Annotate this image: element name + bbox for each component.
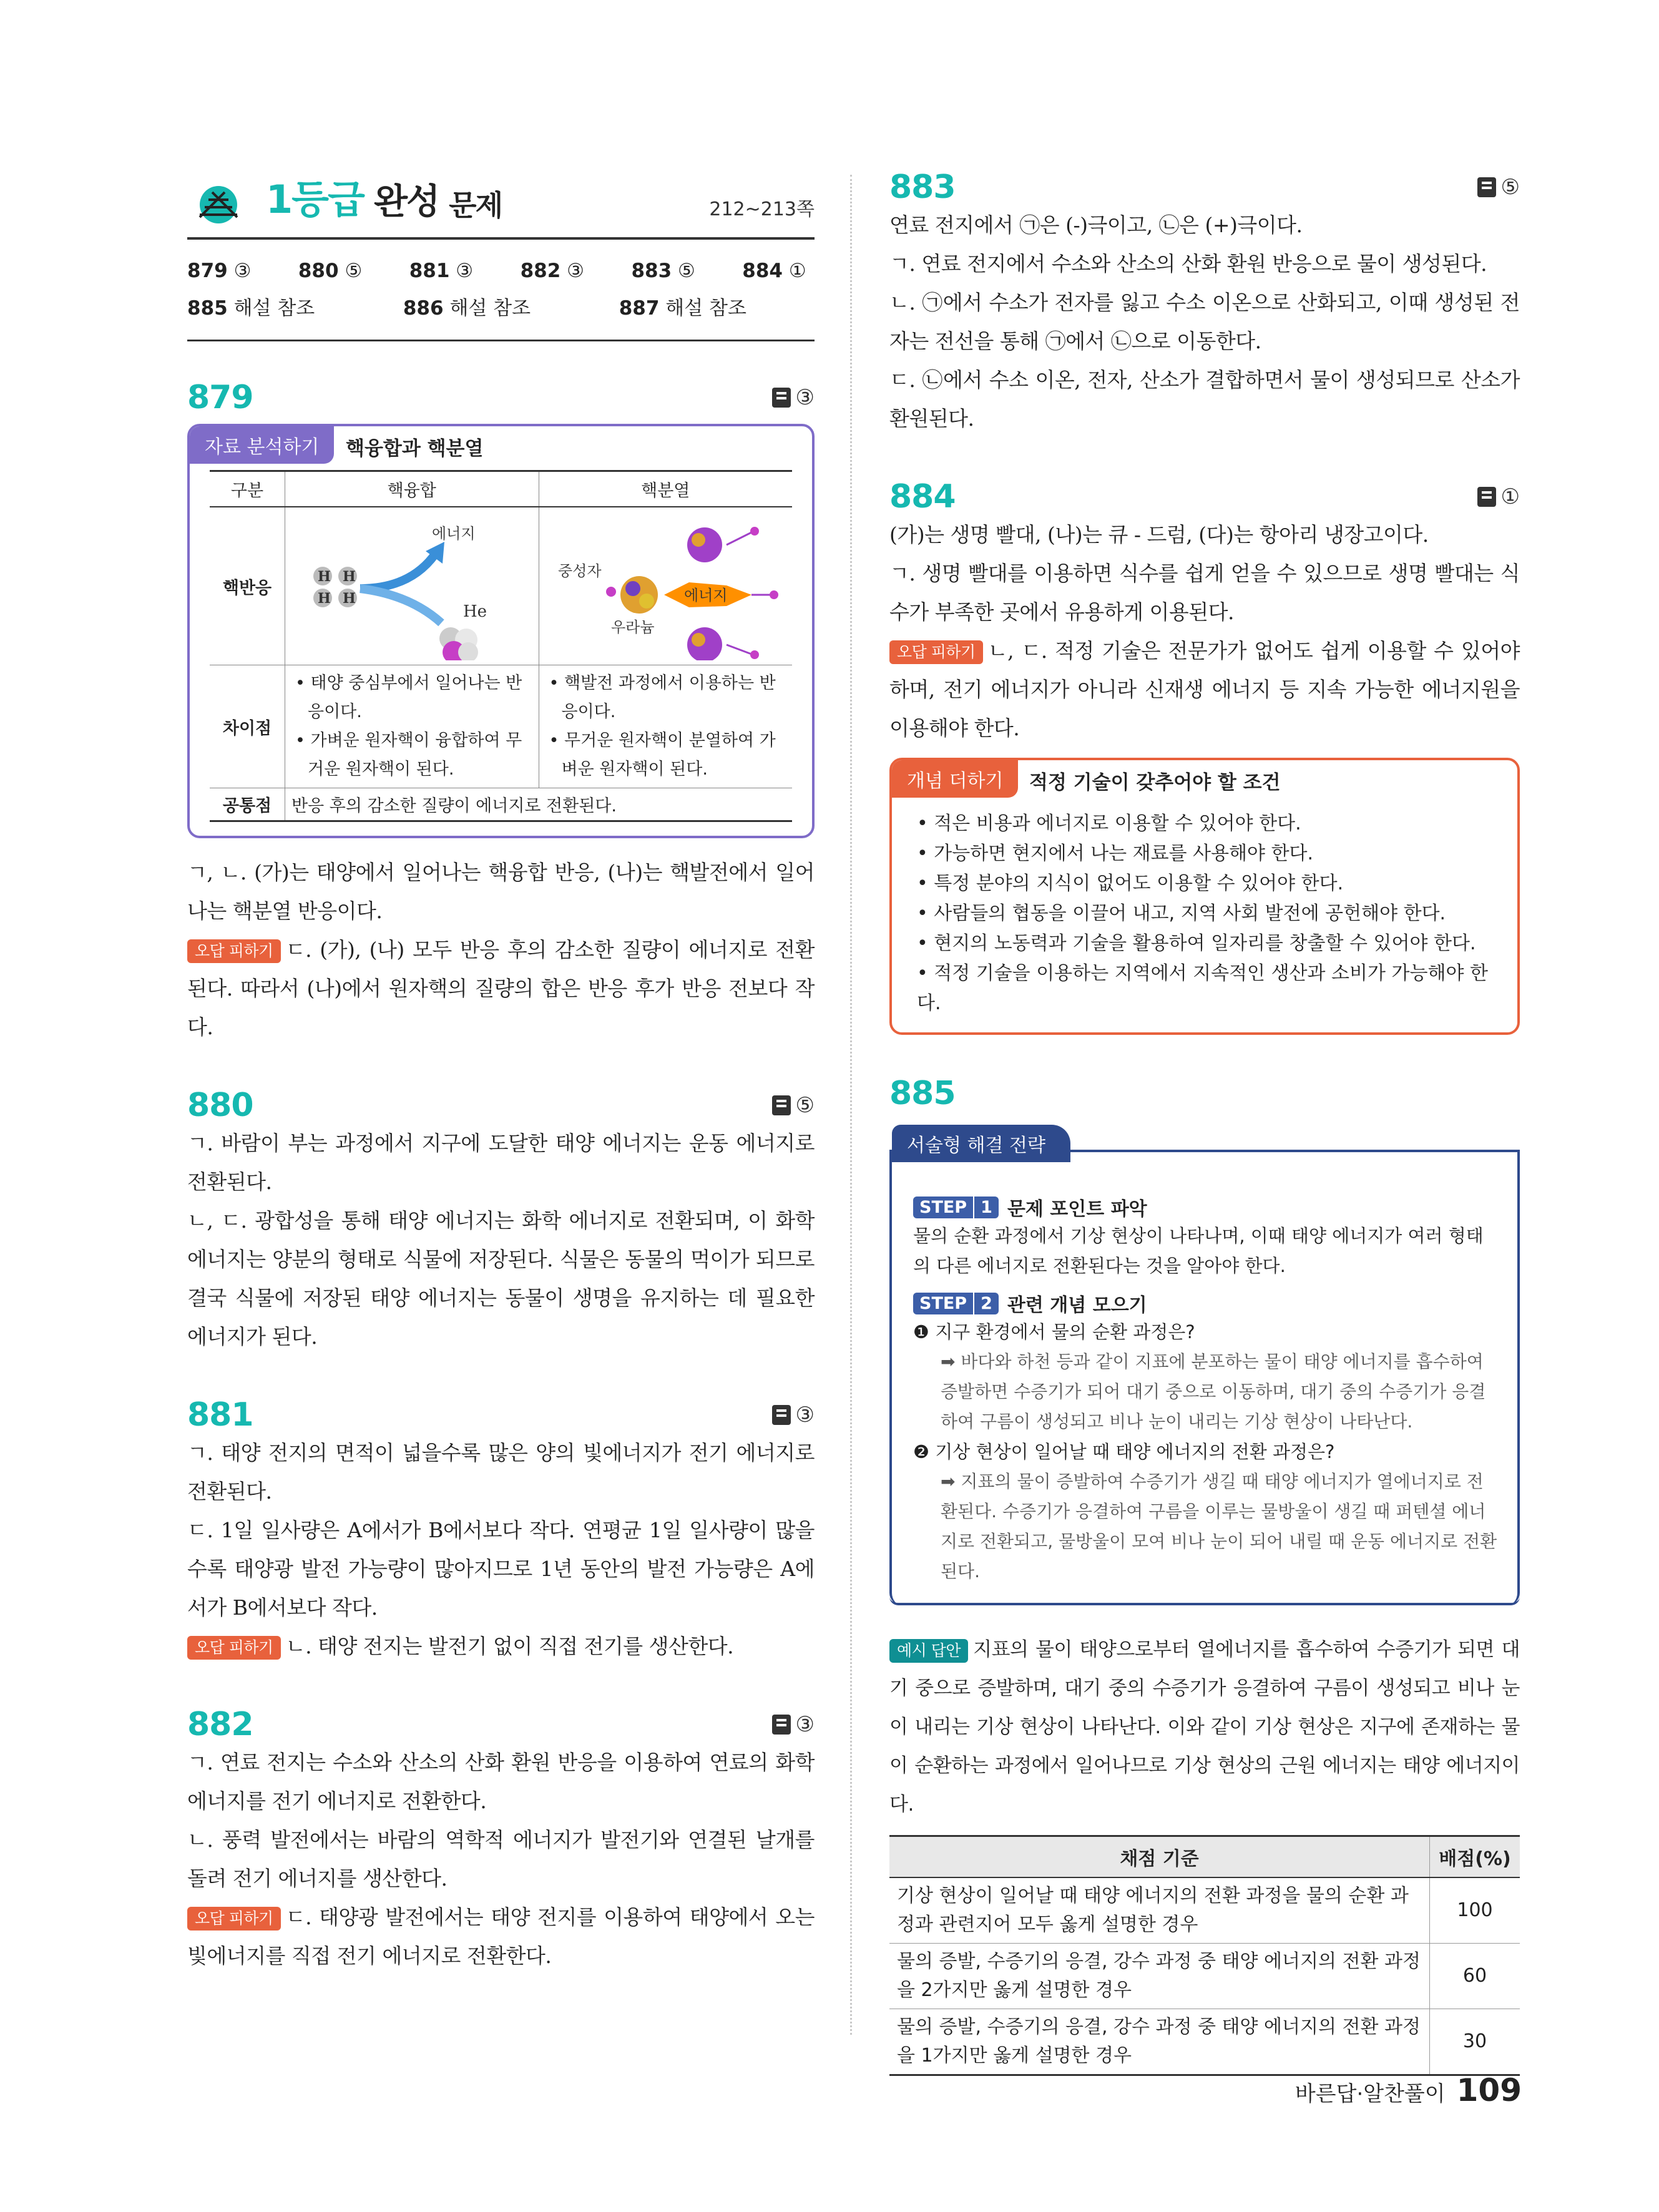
condition-list: [917, 809, 1499, 1019]
example-answer: 예시 답안 지표의 물이 태양으로부터 열에너지를 흡수하여 수증기가 되면 대기 중으로 증발하며, 대기 중의 수증기가 응결하여 구름이 생성되고 비나 눈이 내리는 기상 현상이 나타난다. 이와 같이 기상 현상은 지구에 존재하는 물이 순환하는 과정에서 일어나므로 기상 현상의 근원 에너지는 태양 에너지이다.: [889, 1638, 1520, 1816]
q879-explanation-2: 오답 피하기 ㄷ. (가), (나) 모두 반응 후의 감소한 질량이 에너지로 전환된다. 따라서 (나)에서 원자핵의 질량의 합은 반응 후가 반응 전보다 작다.: [187, 937, 815, 1039]
row-label: 공통점: [210, 788, 285, 821]
answer-mark: ③: [772, 385, 815, 410]
answer-icon: [1477, 177, 1496, 197]
answer-icon: [772, 388, 791, 408]
svg-text:H: H: [318, 569, 331, 585]
question-number: 884: [889, 478, 956, 516]
fusion-illustration-icon: [285, 507, 535, 660]
q884-explanation-2: ㄱ. 생명 빨대를 이용하면 식수를 쉽게 얻을 수 있으므로 생명 빨대는 식수가 부족한 곳에서 유용하게 이용된다.: [889, 561, 1520, 624]
q884-explanation-1: (가)는 생명 빨대, (나)는 큐 - 드럼, (다)는 항아리 냉장고이다.: [889, 522, 1429, 547]
q881-explanation-1: ㄱ. 태양 전지의 면적이 넓을수록 많은 양의 빛에너지가 전기 에너지로 전환된다.: [187, 1441, 815, 1504]
q882-explanation-2: ㄴ. 풍력 발전에서는 바람의 역학적 에너지가 발전기와 연결된 날개를 돌려 전기 에너지를 생산한다.: [187, 1828, 815, 1891]
list-item: • 사람들의 협동을 이끌어 내고, 지역 사회 발전에 공헌해야 한다.: [917, 903, 1446, 924]
table-header: 채점 기준: [889, 1836, 1430, 1878]
answer-mark: ⑤: [772, 1093, 815, 1118]
answer-grid: [187, 240, 815, 341]
answer-icon: [772, 1095, 791, 1115]
concept-question-2: ❷ 기상 현상이 일어날 때 태양 에너지의 전환 과정은?: [913, 1441, 1335, 1462]
concept-answer-1: ➡ 바다와 하천 등과 같이 지표에 분포하는 물이 태양 에너지를 흡수하여 증발하면 수증기가 되어 대기 중으로 이동하며, 대기 중의 수증기가 응결하여 구름이 생성되고 비나 눈이 내리는 기상 현상이 나타난다.: [941, 1351, 1486, 1432]
question-number: 883: [889, 169, 956, 206]
box-title: 적정 기술이 갖추어야 할 조건: [1029, 771, 1281, 794]
list-item: • 특정 분야의 지식이 없어도 이용할 수 있어야 한다.: [917, 873, 1344, 894]
table-header: 핵융합: [285, 471, 539, 507]
question-number: 880: [187, 1087, 253, 1124]
avoid-wrong-badge: 오답 피하기: [187, 1636, 281, 1660]
section-header: [187, 169, 815, 240]
concept-question-1: ❶ 지구 환경에서 물의 순환 과정은?: [913, 1321, 1195, 1343]
box-tab: 개념 더하기: [892, 760, 1018, 798]
question-number: 881: [187, 1396, 253, 1434]
question-number: 882: [187, 1706, 253, 1743]
avoid-wrong-badge: 오답 피하기: [187, 1907, 281, 1931]
concept-plus-box: [889, 758, 1520, 1035]
box-tab: 서술형 해결 전략: [892, 1125, 1070, 1162]
column-divider: [850, 175, 852, 2035]
q883-header: [889, 169, 1520, 206]
avoid-wrong-badge: 오답 피하기: [187, 939, 281, 963]
answer-row-1: [187, 252, 815, 290]
answer-item: 886 해설 참조: [403, 297, 531, 320]
answer-icon: [1477, 487, 1496, 507]
table-header: 구분: [210, 471, 285, 507]
answer-item: 885 해설 참조: [187, 297, 315, 320]
svg-text:H: H: [343, 569, 356, 585]
q881-explanation-2: ㄷ. 1일 일사량은 A에서가 B에서보다 작다. 연평균 1일 일사량이 많을수록 태양광 발전 가능량이 많아지므로 1년 동안의 발전 가능량은 A에서가 B에서보다 작다.: [187, 1518, 815, 1620]
step-2-label: STEP 2 관련 개념 모으기: [913, 1290, 1147, 1317]
box-title: 핵융합과 핵분열: [346, 438, 484, 460]
q879-header: [187, 379, 815, 416]
box-tab: 자료 분석하기: [190, 426, 334, 464]
question-number: 885: [889, 1075, 956, 1112]
title-main: 완성: [373, 182, 439, 222]
answer-item: 883 ⑤: [631, 260, 695, 282]
svg-text:우라늄: 우라늄: [610, 619, 655, 636]
svg-text:H: H: [318, 590, 331, 607]
answer-mark: ⑤: [1477, 175, 1520, 200]
q883-explanation-2: ㄱ. 연료 전지에서 수소와 산소의 산화 환원 반응으로 물이 생성된다.: [889, 252, 1487, 276]
list-item: • 적정 기술을 이용하는 지역에서 지속적인 생산과 소비가 가능해야 한다.: [917, 962, 1488, 1014]
common-point: 반응 후의 감소한 질량이 에너지로 전환된다.: [285, 788, 793, 821]
svg-text:He: He: [463, 602, 487, 621]
fusion-diagram: [285, 507, 539, 665]
list-item: • 가능하면 현지에서 나는 재료를 사용해야 한다.: [917, 843, 1314, 864]
left-column: [187, 169, 815, 1975]
fission-difference: • 핵발전 과정에서 이용하는 반응이다. • 무거운 원자핵이 분열하여 가벼운 원자핵이 된다.: [539, 665, 792, 788]
table-row: 기상 현상이 일어날 때 태양 에너지의 전환 과정을 물의 순환 과정과 관련지어 모두 옳게 설명한 경우 100: [889, 1877, 1520, 1944]
title-sub: 문제: [449, 188, 502, 222]
q883-explanation-4: ㄷ. ㉡에서 수소 이온, 전자, 산소가 결합하면서 물이 생성되므로 산소가 환원된다.: [889, 368, 1520, 431]
answer-row-2: [187, 290, 815, 327]
footer-label: 바른답·알찬풀이: [1294, 2082, 1446, 2107]
data-analysis-box: [187, 424, 815, 838]
q882-explanation-1: ㄱ. 연료 전지는 수소와 산소의 산화 환원 반응을 이용하여 연료의 화학 에너지를 전기 에너지로 전환한다.: [187, 1750, 815, 1813]
row-label: 핵반응: [210, 507, 285, 665]
q881-explanation-3: 오답 피하기 ㄴ. 태양 전지는 발전기 없이 직접 전기를 생산한다.: [187, 1627, 815, 1666]
answer-mark: ①: [1477, 484, 1520, 509]
q885-header: [889, 1075, 1520, 1112]
answer-item: 879 ③: [187, 260, 252, 282]
step-1-label: STEP 1 문제 포인트 파악: [913, 1193, 1147, 1221]
step-1-text: 물의 순환 과정에서 기상 현상이 나타나며, 이때 태양 에너지가 여러 형태의 다른 에너지로 전환된다는 것을 알아야 한다.: [913, 1225, 1484, 1276]
list-item: • 현지의 노동력과 기술을 활용하여 일자리를 창출할 수 있어야 한다.: [917, 932, 1476, 954]
example-answer-badge: 예시 답안: [889, 1639, 968, 1663]
q879-explanation-1: ㄱ, ㄴ. (가)는 태양에서 일어나는 핵융합 반응, (나)는 핵발전에서 일어나는 핵분열 반응이다.: [187, 860, 815, 923]
q881-header: [187, 1396, 815, 1434]
fusion-difference: • 태양 중심부에서 일어나는 반응이다. • 가벼운 원자핵이 융합하여 무거운 원자핵이 된다.: [285, 665, 539, 788]
answer-icon: [772, 1405, 791, 1425]
q880-header: [187, 1087, 815, 1124]
q884-header: [889, 478, 1520, 516]
svg-text:중성자: 중성자: [557, 562, 602, 580]
svg-text:에너지: 에너지: [432, 525, 476, 542]
fusion-fission-table: [210, 470, 792, 822]
table-row: 물의 증발, 수증기의 응결, 강수 과정 중 태양 에너지의 전환 과정을 2가지만 옳게 설명한 경우 60: [889, 1944, 1520, 2009]
table-row: 물의 증발, 수증기의 응결, 강수 과정 중 태양 에너지의 전환 과정을 1가지만 옳게 설명한 경우 30: [889, 2009, 1520, 2075]
fission-illustration-icon: [539, 507, 789, 660]
answer-item: 880 ⑤: [298, 260, 363, 282]
q880-explanation-1: ㄱ. 바람이 부는 과정에서 지구에 도달한 태양 에너지는 운동 에너지로 전환된다.: [187, 1131, 815, 1194]
page-range: 212~213쪽: [709, 198, 815, 220]
row-label: 차이점: [210, 665, 285, 788]
avoid-wrong-badge: 오답 피하기: [889, 640, 983, 664]
table-header: 배점(%): [1430, 1836, 1520, 1878]
answer-mark: ③: [772, 1402, 815, 1427]
answer-item: 881 ③: [409, 260, 474, 282]
concept-answer-2: ➡ 지표의 물이 증발하여 수증기가 생길 때 태양 에너지가 열에너지로 전환된다. 수증기가 응결하여 구름을 이루는 물방울이 생길 때 퍼텐셜 에너지로 전환되고, 물방울이 모여 비나 눈이 되어 내릴 때 운동 에너지로 전환된다.: [941, 1471, 1497, 1582]
answer-item: 884 ①: [742, 260, 806, 282]
svg-text:에너지: 에너지: [683, 587, 728, 604]
page-footer: [1295, 2072, 1522, 2108]
q884-explanation-3: 오답 피하기 ㄴ, ㄷ. 적정 기술은 전문가가 없어도 쉽게 이용할 수 있어야 하며, 전기 에너지가 아니라 신재생 에너지 등 지속 가능한 에너지원을 이용해야 한다.: [889, 639, 1520, 740]
answer-mark: ③: [772, 1712, 815, 1737]
fission-diagram: [539, 507, 792, 665]
strategy-box: [889, 1135, 1520, 1605]
answer-item: 887 해설 참조: [619, 297, 746, 320]
right-column: [889, 169, 1520, 2076]
grade-logo-icon: [187, 177, 256, 224]
table-header: 핵분열: [539, 471, 792, 507]
answer-item: 882 ③: [520, 260, 584, 282]
grade-label: 1등급: [266, 177, 364, 222]
q882-header: [187, 1706, 815, 1743]
q883-explanation-3: ㄴ. ㉠에서 수소가 전자를 잃고 수소 이온으로 산화되고, 이때 생성된 전자는 전선을 통해 ㉠에서 ㉡으로 이동한다.: [889, 290, 1520, 353]
answer-icon: [772, 1715, 791, 1735]
svg-text:H: H: [343, 590, 356, 607]
q882-explanation-3: 오답 피하기 ㄷ. 태양광 발전에서는 태양 전지를 이용하여 태양에서 오는 빛에너지를 직접 전기 에너지로 전환한다.: [187, 1905, 815, 1968]
q883-explanation-1: 연료 전지에서 ㉠은 (-)극이고, ㉡은 (+)극이다.: [889, 213, 1303, 237]
list-item: • 적은 비용과 에너지로 이용할 수 있어야 한다.: [917, 813, 1301, 834]
scoring-table: [889, 1835, 1520, 2076]
page-number: 109: [1456, 2072, 1522, 2108]
question-number: 879: [187, 379, 253, 416]
q880-explanation-2: ㄴ, ㄷ. 광합성을 통해 태양 에너지는 화학 에너지로 전환되며, 이 화학 에너지는 양분의 형태로 식물에 저장된다. 식물은 동물의 먹이가 되므로 결국 식물에 저장된 태양 에너지는 동물이 생명을 유지하는 데 필요한 에너지가 된다.: [187, 1208, 815, 1349]
